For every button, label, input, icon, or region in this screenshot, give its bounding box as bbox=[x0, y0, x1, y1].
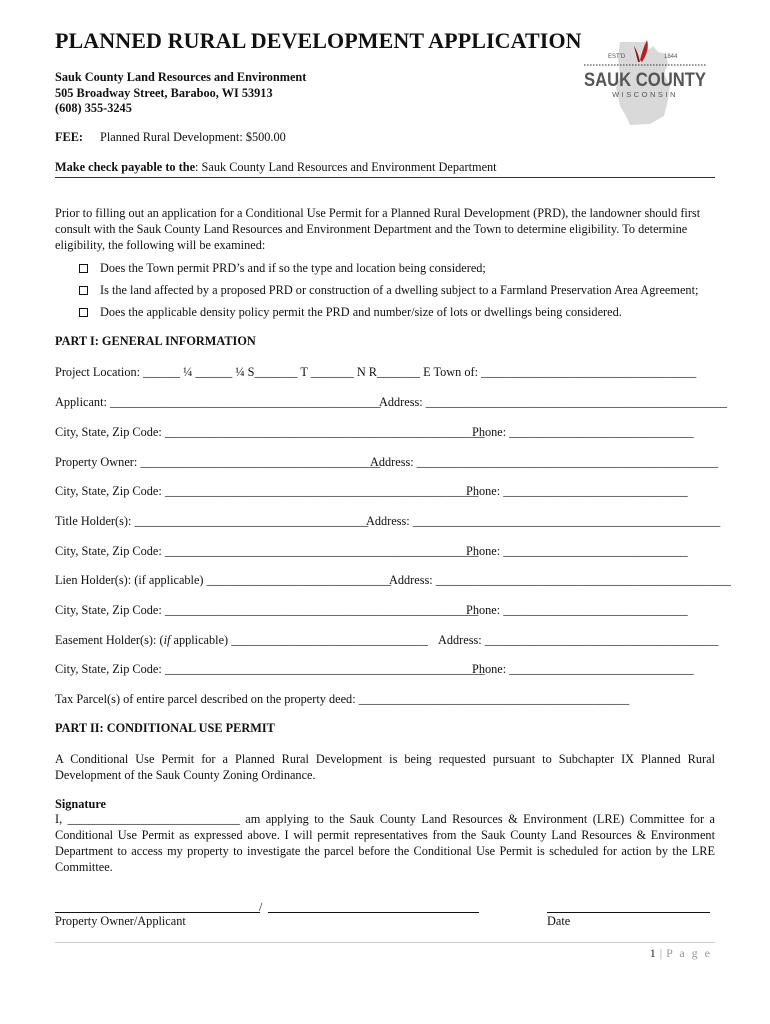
signature-left-label: Property Owner/Applicant bbox=[55, 914, 186, 928]
part2-heading: PART II: CONDITIONAL USE PERMIT bbox=[55, 721, 275, 735]
lien-holder-city-field[interactable]: City, State, Zip Code: ___________________________________________________ bbox=[55, 603, 479, 617]
applicant-address-field[interactable]: Address: _________________________________________________ bbox=[379, 395, 728, 409]
checklist-item bbox=[79, 305, 622, 320]
sauk-county-logo bbox=[580, 36, 710, 131]
easement-holder-field[interactable] bbox=[55, 633, 428, 648]
page-word: P a g e bbox=[666, 946, 712, 960]
lien-holder-phone-field[interactable]: Phone: ______________________________ bbox=[466, 603, 688, 617]
checklist-item bbox=[79, 283, 698, 298]
title-holder-field[interactable]: Title Holder(s): ______________________________________ bbox=[55, 514, 369, 528]
checkbox-icon[interactable] bbox=[79, 308, 88, 317]
divider bbox=[55, 177, 715, 178]
logo-state: WISCONSIN bbox=[612, 90, 678, 99]
project-location-field[interactable]: Project Location: ______ ¼ ______ ¼ S_______ T _______ N R_______ E Town of: ___________________________________ bbox=[55, 365, 697, 379]
checklist-text: Is the land affected by a proposed PRD or construction of a dwelling subject to a Farmland Preservation Area Agreement; bbox=[100, 283, 699, 297]
org-phone: (608) 355-3245 bbox=[55, 101, 132, 115]
easement-label: Easement Holder(s): ( bbox=[55, 633, 164, 647]
applicant-signature-line[interactable] bbox=[268, 912, 479, 913]
title-holder-phone-field[interactable]: Phone: ______________________________ bbox=[466, 544, 688, 558]
easement-label-em: if bbox=[163, 633, 171, 647]
tax-parcel-field[interactable]: Tax Parcel(s) of entire parcel described on the property deed: ____________________________________________ bbox=[55, 692, 630, 706]
fee-value: Planned Rural Development: $500.00 bbox=[100, 130, 286, 144]
payable-label: Make check payable to the bbox=[55, 160, 196, 174]
payable-line bbox=[55, 160, 497, 175]
easement-holder-city-field[interactable]: City, State, Zip Code: ____________________________________________________ bbox=[55, 662, 485, 676]
owner-phone-field[interactable]: Phone: ______________________________ bbox=[466, 484, 688, 498]
logo-name: SAUK COUNTY bbox=[584, 70, 707, 91]
org-name: Sauk County Land Resources and Environment bbox=[55, 70, 307, 84]
signature-slash: / bbox=[259, 900, 263, 914]
owner-city-field[interactable]: City, State, Zip Code: ___________________________________________________ bbox=[55, 484, 479, 498]
checklist-text: Does the Town permit PRD’s and if so the type and location being considered; bbox=[100, 261, 486, 275]
owner-signature-line[interactable] bbox=[55, 912, 260, 913]
signature-heading: Signature bbox=[55, 797, 107, 811]
logo-year: 1844 bbox=[664, 54, 678, 60]
easement-holder-address-field[interactable]: Address: ______________________________________ bbox=[438, 633, 719, 647]
payable-value: : Sauk County Land Resources and Environment Department bbox=[195, 160, 497, 174]
lien-holder-field[interactable]: Lien Holder(s): (if applicable) ______________________________ bbox=[55, 573, 392, 587]
easement-holder-phone-field[interactable]: Phone: ______________________________ bbox=[472, 662, 694, 676]
owner-field[interactable]: Property Owner: _______________________________________ bbox=[55, 455, 381, 469]
signature-paragraph: I, ____________________________ am applying to the Sauk County Land Resources & Environment (LRE) Committee for a Conditional Use Permit as expressed above. I will permit representatives from the Sauk County Land Resources & Environment Department to access my property to investigate the parcel before the Conditional Use Permit is scheduled for action by the LRE Committee. bbox=[55, 812, 715, 874]
title-holder-city-field[interactable]: City, State, Zip Code: ___________________________________________________ bbox=[55, 544, 479, 558]
logo-est: EST'D bbox=[608, 54, 626, 60]
easement-blank: applicable) ________________________________ bbox=[170, 633, 428, 647]
applicant-city-field[interactable]: City, State, Zip Code: ____________________________________________________ bbox=[55, 425, 485, 439]
owner-address-field[interactable]: Address: _________________________________________________ bbox=[370, 455, 719, 469]
fee-label: FEE: bbox=[55, 130, 84, 144]
lien-holder-address-field[interactable]: Address: ________________________________________________ bbox=[389, 573, 731, 587]
checklist-item bbox=[79, 261, 486, 276]
checkbox-icon[interactable] bbox=[79, 286, 88, 295]
footer-rule bbox=[55, 942, 715, 943]
page-sep: | bbox=[659, 946, 663, 960]
org-street: 505 Broadway Street, Baraboo, WI 53913 bbox=[55, 86, 273, 100]
page-number bbox=[650, 946, 712, 961]
title-holder-address-field[interactable]: Address: __________________________________________________ bbox=[366, 514, 721, 528]
applicant-field[interactable]: Applicant: ____________________________________________ bbox=[55, 395, 381, 409]
date-line[interactable] bbox=[547, 912, 710, 913]
applicant-phone-field[interactable]: Phone: ______________________________ bbox=[472, 425, 694, 439]
checkbox-icon[interactable] bbox=[79, 264, 88, 273]
date-label: Date bbox=[547, 914, 571, 928]
page-title: PLANNED RURAL DEVELOPMENT APPLICATION bbox=[55, 28, 582, 53]
intro-paragraph: Prior to filling out an application for a Conditional Use Permit for a Planned Rural Development (PRD), the landowner should first consult with the Sauk County Land Resources and Environment Department and the Town to determine eligibility. To determine eligibility, the following will be examined: bbox=[55, 206, 701, 252]
page-num: 1 bbox=[649, 946, 657, 960]
part2-paragraph: A Conditional Use Permit for a Planned Rural Development is being requested pursuant to Subchapter IX Planned Rural Development of the Sauk County Zoning Ordinance. bbox=[55, 752, 715, 782]
part1-heading: PART I: GENERAL INFORMATION bbox=[55, 334, 256, 348]
checklist-text: Does the applicable density policy permit the PRD and number/size of lots or dwellings being considered. bbox=[100, 305, 622, 319]
